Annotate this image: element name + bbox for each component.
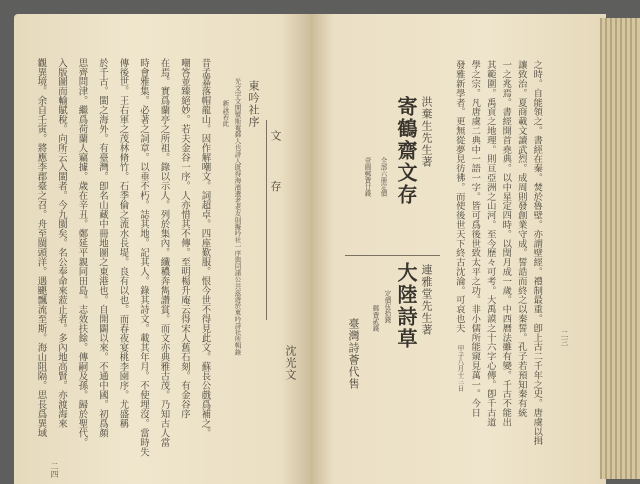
text-column: 觀異境。余自壬寅。將應李郡臺之召。舟至閩頭洋。遇颶飄流至斯。海山阻隔。思長爲異域 xyxy=(35,58,47,438)
page-number: 二三 xyxy=(560,330,569,347)
ad-title: 大陸詩草 xyxy=(394,262,418,350)
author-note: 光文字文開號斯菴鄞人也詩人既得海濱遺老老友則擬吟社一序與同諸公共茲遊於東吟詩社所輯錄 xyxy=(233,78,242,356)
section-title: 文 存 xyxy=(269,130,282,210)
text-column: 於千古。閩之海外。有臺灣。卽名山藏中冊地圖之東港也。自開闢以來。不通中國。初爲顏 xyxy=(96,58,108,438)
page-number: 二四 xyxy=(50,462,59,479)
text-column: 其範圍。禹貢之地理。則亘亞洲之山河。至今歷々可考。大禹謨之十六字心傳。卽千古道 xyxy=(484,60,496,427)
text-column: 時會雅集。必著之詞章。以垂不朽。誌其地。記其人。錄其詩文。載其年月。不使埋沒。當時失 xyxy=(137,58,149,457)
ad-price: 定價伍拾錢 xyxy=(383,290,392,323)
ad-postage: 郵費貳錢 xyxy=(371,305,380,332)
text-column: 之時。自能領之。書經在秦。焚於魯壁。亦謂壁經。禮制最重。卽上古二千年之史。唐虞以揖 xyxy=(531,60,543,446)
text-column: 入版圖而輸賦稅。向所云入閩者。今九閩矣。名公奉命來蒞止者。多內地高賢。亦渡海來 xyxy=(55,58,67,429)
ad-divider xyxy=(345,255,440,256)
article-title: 東吟社序 xyxy=(247,80,260,128)
text-column: 昔孟嘉落帽龍山。因作解嘲文。詞超卓。四座歎服。恨今世不得見此文。蘇長公戲爲補之。 xyxy=(199,58,211,438)
author-note: 新詠若此 xyxy=(221,100,230,127)
text-column: 發雅新學者。更無從夢見彷彿。而使後世天下終古沈淪。可哀也夫 xyxy=(453,60,465,333)
text-column: 思齊問津。繼爲荷蘭人竊據。歲在辛丑。鄭延平親同田島。志效扶餘。傳嗣及孫。歸於聖代。 xyxy=(76,58,88,448)
date-note: 甲子八月十三日 xyxy=(456,345,465,392)
ad-author: 洪棄生先生著 xyxy=(420,96,433,168)
text-column: 一之兆焉。書經開首堯典。以中星定四時。以閏月成一歲。中西曆法雖有變。千古不能出 xyxy=(500,60,512,427)
section-rule xyxy=(266,120,267,320)
ad-author: 連雅堂先生著 xyxy=(420,264,433,336)
text-column: 在焉。實爲蘭亭之所祖。錄以示人。列於集內。纖穠奔雋讚賞。而文亦典雅古茂。乃知古人當 xyxy=(158,58,170,448)
text-column: 傳後世。王右軍之茂林脩竹。石季倫之流水長堤。良有以也。而春夜宴桃李園序。尤盛稱 xyxy=(117,58,129,429)
page-edges xyxy=(600,18,640,479)
text-column: 學之宗。凡唐虞二典中一語一字。皆可爲後世致太平之功。非小儒所能窺見萬一。今日 xyxy=(469,60,481,418)
ad-price: 全部六册定價 xyxy=(379,157,388,197)
ad-postage: 壹圓郵費廿錢 xyxy=(363,157,372,197)
ad-title: 寄鶴齋文存 xyxy=(394,96,418,206)
author-name: 沈光文 xyxy=(284,345,297,381)
text-column: 讓致治。夏商載文讀武烈。成周則發創業守成。誓誥而終之以秦誓。孔子若預知秦有統 xyxy=(515,60,527,418)
ad-seller: 臺灣詩薈代售 xyxy=(347,318,360,390)
text-column: 嘲答並臻絕妙。若夫金谷一序。人亦惜其不傳。至明楊升庵云得宋人舊石刻。有金谷序 xyxy=(178,58,190,419)
